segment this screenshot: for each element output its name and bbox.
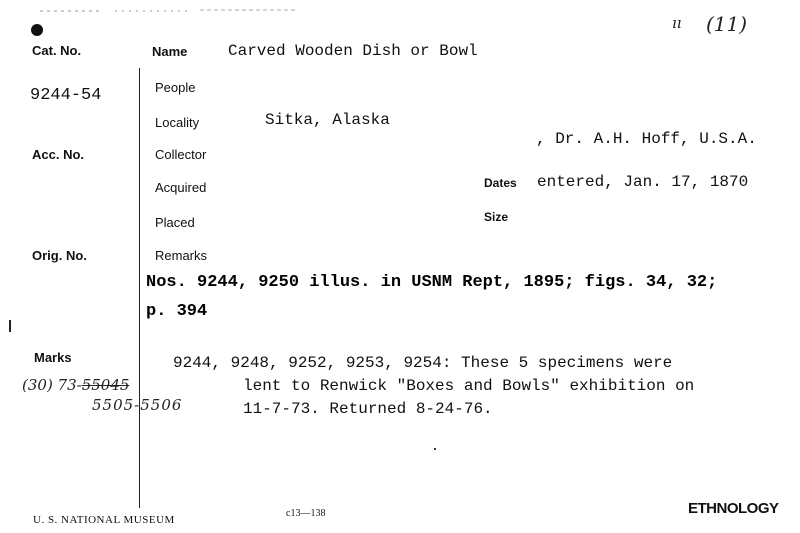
cat-no-value: 9244-54 (30, 86, 102, 105)
exhibit-note-line-2: lent to Renwick "Boxes and Bowls" exhibition on (243, 377, 695, 395)
stray-dot (434, 448, 436, 450)
punch-hole (31, 24, 43, 36)
cat-no-label: Cat. No. (32, 43, 82, 58)
stray-marks (40, 8, 300, 14)
size-label: Size (484, 210, 509, 224)
column-divider (139, 68, 140, 508)
exhibit-note-line-3: 11-7-73. Returned 8-24-76. (243, 400, 493, 418)
acc-no-label: Acc. No. (32, 147, 85, 162)
collector-value: , Dr. A.H. Hoff, U.S.A. (536, 130, 757, 148)
collector-label: Collector (155, 147, 207, 162)
remarks-label: Remarks (155, 248, 208, 263)
footer-museum: U. S. NATIONAL MUSEUM (33, 514, 175, 526)
corner-note: (11) (706, 12, 748, 36)
name-value: Carved Wooden Dish or Bowl (228, 42, 478, 60)
placed-label: Placed (155, 215, 195, 230)
remarks-line-2: p. 394 (146, 302, 208, 321)
footer-form-code: c13—138 (286, 508, 326, 519)
people-label: People (155, 80, 196, 95)
corner-tick: ıı (672, 14, 682, 32)
name-label: Name (152, 44, 188, 59)
margin-tick (9, 320, 11, 332)
dates-value: entered, Jan. 17, 1870 (537, 173, 749, 191)
marks-hand-prefix: (30) 73- (22, 376, 82, 394)
exhibit-note-line-1: 9244, 9248, 9252, 9253, 9254: These 5 specimens were (173, 354, 673, 372)
footer-department: ETHNOLOGY (688, 500, 779, 517)
marks-handwritten-line1 (22, 376, 129, 394)
marks-hand-struck: 55045 (81, 376, 130, 394)
marks-label: Marks (34, 350, 72, 365)
orig-no-label: Orig. No. (32, 248, 87, 263)
remarks-line-1: Nos. 9244, 9250 illus. in USNM Rept, 1895; figs. 34, 32; (146, 273, 718, 292)
dates-label: Dates (484, 176, 517, 190)
locality-label: Locality (155, 115, 200, 130)
locality-value: Sitka, Alaska (265, 111, 390, 129)
acquired-label: Acquired (155, 180, 207, 195)
marks-handwritten-line2: 5505-5506 (92, 396, 183, 414)
